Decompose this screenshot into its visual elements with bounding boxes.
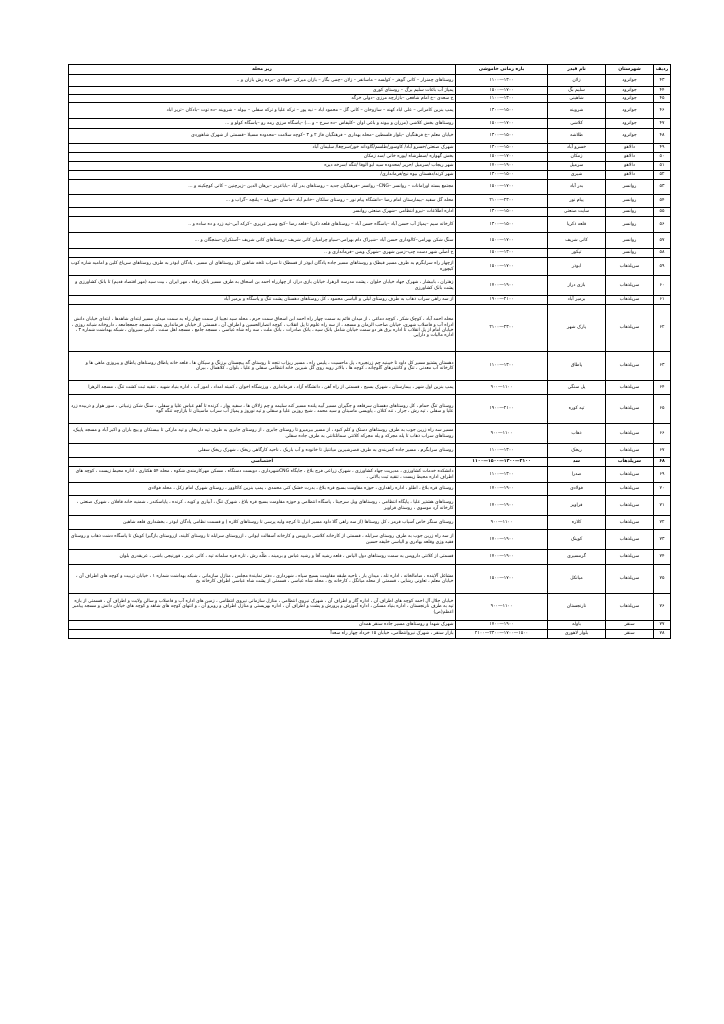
feeder-name-cell: نارنجستان — [548, 594, 606, 621]
table-row — [69, 550, 671, 565]
row-number-cell: ۶۴ — [654, 381, 671, 395]
table-row — [69, 305, 671, 352]
city-cell: روانسر — [606, 217, 654, 233]
outage-time-cell: ۱۱۰۰—۹۰۰ — [456, 424, 548, 444]
sub-area-cell: روستای تنگ حمام ، کل روستاهای دهستان سرقلعه و جگیران مسیر آبیه پلنده مسیر کنه سلیمه و چم زلالان ها ، سفید پوار ، کرنده تا آهم عباس علیا و سفلی ، سنگ شکن زنبیاتی ، سور هوار و ذربیده زرد علیا و سفلی ، تپه رش ، جرار ، تنه کنلان ، پاویسی ماسیتان و سید محمد ، شیخ روزبن علیا و سفلی و تپه نوروز و پمپاژ آب سراب ماسیتان تا بازارچه تنگه گوه — [69, 395, 456, 424]
sub-area-cell: روستاهای بخش کلاشی (مزران و بیوند و باغی اوان –کلیفاس –ده سرخ – و ...) –پاسگاه مرزی رمه رو –پاسگاه کولو و ... — [69, 119, 456, 129]
table-row — [69, 630, 671, 639]
outage-time-cell: ۲۳۰۰—۲۱۰۰ — [456, 195, 548, 208]
feeder-name-cell: باوله — [548, 621, 606, 630]
table-row — [69, 75, 671, 87]
feeder-name-cell: شیری — [548, 171, 606, 180]
city-cell: سرپلذهاب — [606, 530, 654, 550]
sub-area-cell: بازار سنقر ، شهرک نیروانتظامی، خیابان ۱۵ خرداد چهار راه سعدآ — [69, 630, 456, 639]
outage-time-cell: ۱۱۰۰—۹۰۰ — [456, 381, 548, 395]
city-cell: دالاهو — [606, 171, 654, 180]
sub-area-cell: روستای قره بلاغ ، اطلو ، اداره راهداری ، حوزه مقاومت بسیج قره بلاغ ، بدرت خشک کنی محمدی ، پمپ بنزین کاکاوور ، روستای شهرک امام زکل ، محله فولادی — [69, 483, 456, 496]
row-number-cell: ۵۹ — [654, 258, 671, 276]
city-cell: سرپلذهاب — [606, 483, 654, 496]
table-header-row — [69, 65, 671, 75]
row-number-cell: ۷۶ — [654, 594, 671, 621]
header-city: شهرستان — [606, 65, 654, 75]
table-row — [69, 153, 671, 162]
outage-time-cell: ۱۳۰۰—۱۱۰۰ — [456, 95, 548, 103]
row-number-cell: ۶۹ — [654, 467, 671, 483]
feeder-name-cell: فولادی — [548, 483, 606, 496]
table-row — [69, 162, 671, 171]
outage-time-cell: ۱۹۰۰—۱۷۰۰ — [456, 483, 548, 496]
feeder-name-cell: قراویز — [548, 496, 606, 516]
outage-time-cell: ۲۱۰۰—۱۹۰۰ — [456, 395, 548, 424]
feeder-name-cell: طلاشه — [548, 129, 606, 144]
feeder-name-cell: ریخک — [548, 444, 606, 458]
outage-time-cell: ۲۱۰۰—۱۳۰۰—۱۵۰۰—۱۱۰۰ — [456, 458, 548, 467]
table-row — [69, 233, 671, 249]
row-number-cell: ۶۷ — [654, 444, 671, 458]
sub-area-cell: شهر ریجاب /سرمیل /حریر /محدوده سید ابو الوفا /تنگه /سرخه دیزه — [69, 162, 456, 171]
outage-time-cell: ۱۷۰۰—۱۵۰۰ — [456, 233, 548, 249]
outage-time-cell: ۱۳۰۰—۱۱۰۰ — [456, 467, 548, 483]
outage-time-cell: ۱۷۰۰—۱۵۰۰ — [456, 153, 548, 162]
table-body — [69, 75, 671, 639]
feeder-name-cell: سد — [548, 458, 606, 467]
feeder-name-cell: کانی شریف — [548, 233, 606, 249]
table-row — [69, 621, 671, 630]
outage-time-cell: ۱۱۰۰—۹۰۰ — [456, 594, 548, 621]
sub-area-cell: سنگ شکن بهرامی–کالوداری حسن آباد –شیراک دام بهرامی–سیاو چرامیان کانی شریف –روستاهای کانی شریف –آستکران–سنجگان و ... — [69, 233, 456, 249]
sub-area-cell: روستای سنگر خاص آسیاب قرمز ، کل روستاها (از سه راهی گلا داود مسیر انزل تا کرچه ولیه پرسی تا روستاهای کلاره ) و قسمت نظامی پادگان ابوذر ، بخشداری قلعه شاهین — [69, 516, 456, 530]
feeder-name-cell: شروینه — [548, 103, 606, 119]
row-number-cell: ۴۵ — [654, 95, 671, 103]
city-cell: سرپلذهاب — [606, 424, 654, 444]
city-cell: سرپلذهاب — [606, 550, 654, 565]
table-row — [69, 258, 671, 276]
table-row — [69, 276, 671, 296]
city-cell: سرپلذهاب — [606, 594, 654, 621]
row-number-cell: ۵۴ — [654, 195, 671, 208]
row-number-cell: ۷۴ — [654, 550, 671, 565]
row-number-cell: ۷۵ — [654, 565, 671, 594]
row-number-cell: ۶۲ — [654, 305, 671, 352]
outage-time-cell: ۱۷۰۰—۱۵۰۰ — [456, 119, 548, 129]
row-number-cell: ۷۲ — [654, 516, 671, 530]
feeder-name-cell: ذهاب — [548, 424, 606, 444]
table-row — [69, 516, 671, 530]
row-number-cell: ۶۰ — [654, 276, 671, 296]
header-feeder-name: نام فیدر — [548, 65, 606, 75]
outage-time-cell: ۱۹۰۰—۱۷۰۰ — [456, 496, 548, 516]
row-number-cell: ۶۶ — [654, 424, 671, 444]
city-cell: جوانرود — [606, 119, 654, 129]
city-cell: سرپلذهاب — [606, 276, 654, 296]
row-number-cell: ۷۱ — [654, 496, 671, 516]
city-cell: سرپلذهاب — [606, 296, 654, 305]
sub-area-cell: خ سعدی –خ امام شافعی –بازارچه مرزی –دولی خرگه — [69, 95, 456, 103]
feeder-name-cell: سرمیل — [548, 162, 606, 171]
row-number-cell: ۵۷ — [654, 233, 671, 249]
city-cell: روانسر — [606, 180, 654, 195]
outage-time-cell: ۲۱۰۰—۱۹۰۰ — [456, 296, 548, 305]
city-cell: دالاهو — [606, 162, 654, 171]
feeder-name-cell: سلیم بگ — [548, 87, 606, 95]
row-number-cell: ۴۸ — [654, 129, 671, 144]
feeder-name-cell: پل سنگی — [548, 381, 606, 395]
outage-time-cell: ۱۷۰۰—۱۵۰۰ — [456, 258, 548, 276]
table-row — [69, 95, 671, 103]
sub-area-cell: مسیر سه راه زرین جوب به طرف روستاهای دستک و کلم کبود ، از مسیر بیرمیرو تا روستای جابری ، از روستای جابری به طرف تپه داریخان و تپه مارکی تا بیستکان و پیچ باران و اکبر آباد و مسجد پاپیک، روستاهای سراب ذهاب تا پله مجرکه و پله مجرکه کلانتی سمانلتانتی به طرف جاده سفلی — [69, 424, 456, 444]
row-number-cell: ۴۷ — [654, 119, 671, 129]
table-row — [69, 352, 671, 381]
city-cell: روانسر — [606, 208, 654, 217]
city-cell: جوانرود — [606, 75, 654, 87]
table-row — [69, 467, 671, 483]
table-row — [69, 381, 671, 395]
sub-area-cell: محله گل سفید –بیمارستان امام رضا –دانشگاه پیام نور – روستای سلکان –خانم آباد –ماسان –قوریله – پلنچه –گراب و ... — [69, 195, 456, 208]
sub-area-cell: پمپ بنزین کامرانی – علی اباد کهنه – سازوخان – کانی گل – محمود اباد – نیه پور – ترکه علیا و ترکه سفلی – بیوله – شروینه –ده توت –بادکان –تزیز اباد — [69, 103, 456, 119]
outage-table — [68, 64, 671, 639]
table-row — [69, 444, 671, 458]
row-number-cell: ۵۰ — [654, 153, 671, 162]
row-number-cell: ۷۳ — [654, 530, 671, 550]
city-cell: سرپلذهاب — [606, 305, 654, 352]
city-cell: سرپلذهاب — [606, 496, 654, 516]
outage-time-cell: ۱۵۰۰—۱۳۰۰ — [456, 103, 548, 119]
row-number-cell: ۴۶ — [654, 103, 671, 119]
city-cell: سنقر — [606, 621, 654, 630]
city-cell: روانسر — [606, 195, 654, 208]
table-row — [69, 129, 671, 144]
feeder-name-cell: تپه کوره — [548, 395, 606, 424]
sub-area-cell: شهر کرند/دهستان بیوه نیج/فرمانداری/ — [69, 171, 456, 180]
sub-area-cell: روستاهای هشتپر علیا ، پایگاه انتظامی ، روستاهای ویل سرجیتا ، پاسگاه انتظامی و حوزه مقاومت بسیج قره بلاغ ، شهرک تنگ ، آبیاری و کوبه ، کرنده ، پاپاسکندر ، شمنیه خانه قافلان ، شهرک صنعتی ، کارخانه آرد موسوی ، روستای قراویز — [69, 496, 456, 516]
feeder-name-cell: کلاره — [548, 516, 606, 530]
header-sub-area: زیر محله — [69, 65, 456, 75]
outage-time-cell: ۱۹۰۰—۱۷۰۰ — [456, 621, 548, 630]
feeder-name-cell: بزمیر آباد — [548, 296, 606, 305]
outage-time-cell: ۱۱۰۰—۹۰۰ — [456, 516, 548, 530]
outage-time-cell: ۱۵۰۰—۱۳۰۰ — [456, 208, 548, 217]
table-row — [69, 395, 671, 424]
outage-time-cell: ۱۵۰۰—۱۳۰۰ — [456, 144, 548, 153]
sub-area-cell: شهرک شهدا و روستاهای مسیر جاده سنقر همدان — [69, 621, 456, 630]
row-number-cell: ۶۵ — [654, 395, 671, 424]
feeder-name-cell: پارک شهر — [548, 305, 606, 352]
city-cell: روانسر — [606, 233, 654, 249]
outage-time-cell: ۱۷۰۰—۱۵۰۰ — [456, 87, 548, 95]
table-row — [69, 208, 671, 217]
city-cell: روانسر — [606, 249, 654, 258]
feeder-name-cell: قلعه ذکریا — [548, 217, 606, 233]
outage-schedule-page — [68, 64, 670, 639]
outage-time-cell: ۱۳۰۰—۱۱۰۰ — [456, 75, 548, 87]
sub-area-cell: مجتمع بسته اورامانات – روانسر –CNG– روانسر –فرهنگیان جدید – روستاهای بدر آباد –باباعزیز –برهان الدین –زیرچنین – کانی کوچکینه و ... — [69, 180, 456, 195]
row-number-cell: ۷۰ — [654, 483, 671, 496]
row-number-cell: ۶۱ — [654, 296, 671, 305]
sub-area-cell: زهتران ، بابیشار ، شهرک جهاد خیابان حلوان ، پشت مدرسه الزهرا، خیابان بازی دراز، از چهارراه احمد بن اسحاق به طرف مسیر بانک رفاه ، مهر ایران ، بیت سید (مهر اقتصاد قدیم) تا بانک کشاورزی و پشت بانک کشاورزی — [69, 276, 456, 296]
outage-time-cell: ۱۹۰۰—۱۷۰۰ — [456, 550, 548, 565]
outage-time-cell: ۱۳۰۰—۱۱۰۰ — [456, 352, 548, 381]
feeder-name-cell: تیکور — [548, 249, 606, 258]
city-cell: دالاهو — [606, 153, 654, 162]
table-row — [69, 483, 671, 496]
feeder-name-cell: کوینک — [548, 530, 606, 550]
sub-area-cell: ازچهار راه سرابگرم به طرف مسیر قبطک و روستاهای مسیر جاده پادگان ابوذر از قسطک تا سراب تلخه شاهین کل روستاهای ان مسیر ، پادگان ابوذر به طرف روستاهای سرپاع کلین و امامیه شاره کوب کیچوره — [69, 258, 456, 276]
feeder-name-cell: زلان — [548, 75, 606, 87]
table-row — [69, 87, 671, 95]
sub-area-cell: از سه راهی سراب ذهاب به طرف روستای لیلی و الیاسی محمود ، کل روستاهای دهستان پشت تنگ و پاسگاه و بزمیر آباد — [69, 296, 456, 305]
city-cell: دالاهو — [606, 144, 654, 153]
city-cell: سرپلذهاب — [606, 444, 654, 458]
city-cell: سرپلذهاب — [606, 516, 654, 530]
city-cell: سرپلذهاب — [606, 352, 654, 381]
city-cell: جوانرود — [606, 87, 654, 95]
sub-area-cell: شهرک صنعتی/خسرو آباد/ کاوسور/طلسم/گاودانه خور/سرچغا/ سلیمان آباد — [69, 144, 456, 153]
feeder-name-cell: صدرا — [548, 467, 606, 483]
sub-area-cell: قسمتی از کلانتی داروپس به سمت روستاهای دول الیاس ، قلعه رشید آقا و رشید عباس و برمینه ، طلّه رش ، تاره قره سلمانه تپه ، کانی عزیز ، قورنیجی باشی ، عربقدری بلوان — [69, 550, 456, 565]
sub-area-cell: روستای سرابگرم ، مسیر جاده کمربندی به طرف قصرشیرین میانتیل تا خانوده و آب باریک ، ناحیه کارگاهی ریخک ، شهرک ریخک سفلی — [69, 444, 456, 458]
table-row — [69, 594, 671, 621]
feeder-name-cell: بدر آباد — [548, 180, 606, 195]
city-cell: سرپلذهاب — [606, 395, 654, 424]
row-number-cell: ۶۸ — [654, 458, 671, 467]
row-number-cell: ۵۱ — [654, 162, 671, 171]
row-number-cell: ۴۹ — [654, 144, 671, 153]
sub-area-cell: کارخانه سیم –پمپاژ آب حسن آباد –پاسگاه حسن آباد – روستاهای قلعه ذکریا –قلعه رضا –کیچ وسیر عزیزی –کرکه آبی–تپه زرد و ده ساده و .. — [69, 217, 456, 233]
city-cell: جوانرود — [606, 95, 654, 103]
feeder-name-cell: خسرو آباد — [548, 144, 606, 153]
table-row — [69, 496, 671, 516]
row-number-cell: ۷۸ — [654, 630, 671, 639]
outage-time-cell: ۱۹۰۰—۱۷۰۰ — [456, 276, 548, 296]
feeder-name-cell: کلاشی — [548, 119, 606, 129]
sub-area-cell: اختصاصی — [69, 458, 456, 467]
feeder-name-cell: ابوذر — [548, 258, 606, 276]
outage-time-cell: ۱۵۰۰—۱۳۰۰ — [456, 171, 548, 180]
sub-area-cell: مشاغل آلاینده ، ضامالخانه ، اداره تله ، میدان بار ، ناحیه طبقه مقاومت بسیج سپاه ، شهرداری ، دفتر نمایندة مجلس ، منازل سازمانی ، شبکه بهداشت شماره ۱ ، خیابان تربیت و کوچه های اطراف آن ، خیابان معلم ، تعاونی رشایی ، قسمتی از محله میانگل ، کارخانه یخ ، محله شاه عباسی ، قسمتی از پشت شاه عباسی اطراف کارخانه یخ — [69, 565, 456, 594]
header-outage-time: بازه زمانی خاموشی — [456, 65, 548, 75]
outage-time-cell: ۱۵۰۰—۱۳۰۰ — [456, 129, 548, 144]
table-row — [69, 424, 671, 444]
city-cell: سرپلذهاب — [606, 467, 654, 483]
row-number-cell: ۴۴ — [654, 87, 671, 95]
feeder-name-cell: زمکان — [548, 153, 606, 162]
feeder-name-cell: میانکل — [548, 565, 606, 594]
table-row — [69, 180, 671, 195]
feeder-name-cell: شاهینی — [548, 95, 606, 103]
table-row — [69, 217, 671, 233]
row-number-cell: ۶۳ — [654, 352, 671, 381]
row-number-cell: ۷۷ — [654, 621, 671, 630]
table-row — [69, 119, 671, 129]
sub-area-cell: روستاهای چمنزار – کانی گوهر – کولسه – ماسانفر – زلان –چمی بگار – بازان میرکی –فولادی –برده رش بازان و .. — [69, 75, 456, 87]
table-row — [69, 296, 671, 305]
sub-area-cell: پمپ بنزین اول شهر ، بیمارستان ، شهرک بسیج ، قسمتی از راه آهن ، دانشگاه آزاد ، فرمانداری ، ورزشگاه اخوان ، کمیته امداد ، امور آب ، اداره بنیاد شهید ، تنقیه ثبت کشت تنگ ، مسجد الزهرا — [69, 381, 456, 395]
feeder-name-cell: پیام نور — [548, 195, 606, 208]
table-row — [69, 103, 671, 119]
city-cell: سرپلذهاب — [606, 381, 654, 395]
feeder-name-cell: پاطاق — [548, 352, 606, 381]
sub-area-cell: خیابان جلال آل احمد کوچه های اطراف آن ، اداره گاز و اطراف آن ، شهرک نیروی انتظامی ، منازل سازمانی نیروی انتظامی ، زمین های اداره آب و فاضلاب و سالن ولایت و اطراف آن ، قسمتی از بازه تپه به طرف نارنجستان ، اداره بنیاد مسکن ، اداره آموزش و پرورش و پشت و اطراف آن ، اداره بهزیستی و منازل اطراف و روبرو آن ، و انتهای کوچه های شاهد و کوچه های خیابان دانش و مسجد پیامبر اعظم(ص) — [69, 594, 456, 621]
outage-time-cell: ۱۵۰۰—۱۳۰۰ — [456, 217, 548, 233]
row-number-cell: ۵۳ — [654, 180, 671, 195]
feeder-name-cell: گرمسیری — [548, 550, 606, 565]
table-row — [69, 565, 671, 594]
table-row — [69, 530, 671, 550]
row-number-cell: ۵۲ — [654, 171, 671, 180]
city-cell: سرپلذهاب — [606, 258, 654, 276]
outage-time-cell: ۱۳۰۰—۱۵۰۰ — [456, 249, 548, 258]
table-row — [69, 249, 671, 258]
table-row — [69, 195, 671, 208]
table-row — [69, 171, 671, 180]
sub-area-cell: از سه راه زرین جوب به طرف روستای سرابله ، قسمتی از کارخانه کلاشی داروپس و کارخانه آسفالت ایوانی ، ازروستای سرابله تا روستای کلینه، ازروستای بازگیرا کوینک تا پاسگاه دشت ذهاب و روستای فقیه وزی وقلعه بهادری و الیاسی خلیفه حسین — [69, 530, 456, 550]
city-cell: سرپلذهاب — [606, 458, 654, 467]
feeder-name-cell: بازی دراز — [548, 276, 606, 296]
feeder-name-cell: سایت صنعتی — [548, 208, 606, 217]
sub-area-cell: اداره اطلاعات –نیرو انتظامی –شهرک صنعتی روانسر — [69, 208, 456, 217]
row-number-cell: ۵۶ — [654, 217, 671, 233]
outage-time-cell: ۱۹۰۰—۱۷۰۰ — [456, 162, 548, 171]
sub-area-cell: محله احمد آباد ، کوچک شکر ، کوچه دماغی ، از میدان قائم به سمت چهار راه احمد ابن اسحاق سمت حرم ، محله سید نجیبا از سمت چهار راه به سمت میدان مسیر ابتدای شاهدها ، ابتدای خیابان دانش ادراه آب و فاضلاب شهری، خیابان صاحب الزمان و مسجد ، از سه راه علوم تا پل انقلاب ، کوچه انصارالحسین و اطراف آن ، قسمتی از خیابان فرمانداری پشت مسجد جمعجامعه ، داروخانه شبانه روزی ، خیابان امام از پل انقلاب تا اداره برق هر دو سمت خیابان شامل بانک سپه ، بانک صادرات ، بانک ملت ، سه راه شاه عباسی ، مسجد جامع ، مسجد اهل سنت ، کبابی سیروان ، شبکه بهداشت شماره ۳ ، اداره مالیات و دارایی — [69, 305, 456, 352]
row-number-cell: ۵۵ — [654, 208, 671, 217]
row-number-cell: ۴۳ — [654, 75, 671, 87]
city-cell: جوانرود — [606, 103, 654, 119]
sub-area-cell: پمپاژ آب باغات سلیم برگ – روستای کوری — [69, 87, 456, 95]
table-row — [69, 458, 671, 467]
feeder-name-cell: بلوار لاهوری — [548, 630, 606, 639]
outage-time-cell: ۱۹۰۰—۱۷۰۰ — [456, 530, 548, 550]
row-number-cell: ۵۸ — [654, 249, 671, 258]
header-row-number: ردیف — [654, 65, 671, 75]
sub-area-cell: خیابان معلم –خ فرهنگیان –بلوار فلسطین –محله بهداری – فرهنگیان فاز ۲ و ۳ –کوچه سلامت –محدوده مسیلا –قسمتی از شهرک شاهوردی — [69, 129, 456, 144]
outage-time-cell: ۱۵۰۰—۱۷۰۰—۲۳۰۰—۲۱۰۰ — [456, 630, 548, 639]
sub-area-cell: دهستان پشتیو مسیر کل داود تا خیبنیه چم زرنجیره ، پل ماحسیت ، پلیس راه ، مسیر ریژاب تنجه تا روستای گه پیچستان برزنگ و سیکان ها ، قلعه خانه پاطاق روستاهای پاطاق و پیروزی ماهی ها و کارخانه آب معدنی ، تنگ و کانتینرهای گلوچانه ، کوچه ها ، بالاتر روبه روی گل شیرین خانه انتظامی سفلی و علیا ، بلوان ، کلاهمال ، بیران — [69, 352, 456, 381]
outage-time-cell: ۱۷۰۰—۱۵۰۰ — [456, 180, 548, 195]
city-cell: جوانرود — [606, 129, 654, 144]
table-row — [69, 144, 671, 153]
city-cell: سنقر — [606, 630, 654, 639]
outage-time-cell: ۱۳۰۰—۱۱۰۰ — [456, 444, 548, 458]
sub-area-cell: دانشکده خدمات کشاورزی ، مدیریت جهاد کشاورزی ، شهرک زراعی فرج بلاغ ، جایگاه CNGشهرداری ، دوبست دستگاه ، مسکن مهرکارمندی شکوه ، محله ۵۴ هکتاری ، اداره محیط زیست ، کوچه های اطراف اداره محیط زیست ، تنقیه ثبت بالانی ، — [69, 467, 456, 483]
outage-time-cell: ۱۷۰۰—۱۵۰۰ — [456, 565, 548, 594]
outage-time-cell: ۲۳۰۰—۲۱۰۰ — [456, 305, 548, 352]
sub-area-cell: بخش گهواره /سطرشاه /پوره خانی /سد زمکان — [69, 153, 456, 162]
sub-area-cell: خ اصلی شهر دست چپ–زمین شهری –شهرک ویس –فرمانداری و .. — [69, 249, 456, 258]
city-cell: سرپلذهاب — [606, 565, 654, 594]
